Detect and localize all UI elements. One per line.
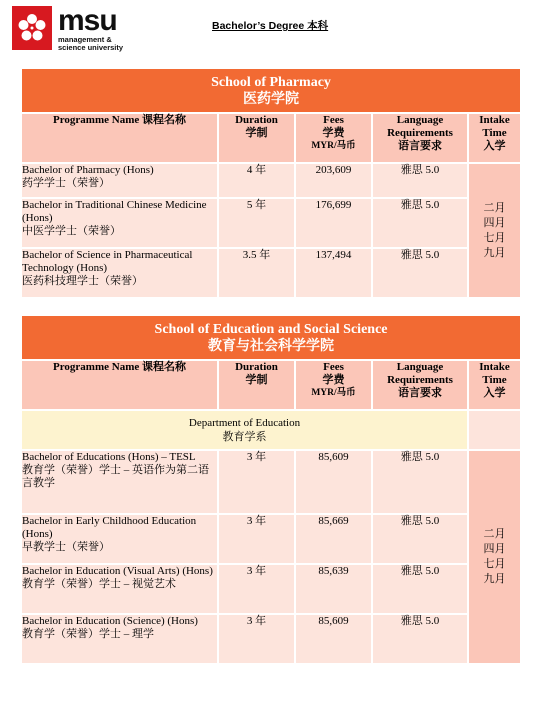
school-heading (21, 68, 521, 113)
table-row (21, 514, 521, 564)
programme-name: Bachelor of Pharmacy (Hons) 药学学士（荣誉） (21, 163, 218, 198)
language-value: 雅思 5.0 (372, 450, 468, 514)
duration-header: Duration 学制 (218, 360, 295, 410)
fees-header: Fees 学费 MYR/马币 (295, 113, 372, 163)
logo-wordmark: msu (58, 4, 117, 37)
fees-value: 85,609 (295, 450, 372, 514)
language-value: 雅思 5.0 (372, 163, 468, 198)
language-value: 雅思 5.0 (372, 198, 468, 248)
fees-header: Fees 学费 MYR/马币 (295, 360, 372, 410)
intake-header: Intake Time 入学 (468, 113, 521, 163)
duration-value: 3 年 (218, 514, 295, 564)
programme-header: Programme Name 课程名称 (21, 113, 218, 163)
table-row (21, 450, 521, 514)
school-title-cn: 教育与社会科学学院 (208, 338, 335, 354)
intake-months: 二月 四月 七月 九月 (468, 163, 521, 298)
language-value: 雅思 5.0 (372, 564, 468, 614)
intake-header: Intake Time 入学 (468, 360, 521, 410)
language-value: 雅思 5.0 (372, 248, 468, 298)
programme-name: Bachelor in Traditional Chinese Medicine (Hons) 中医学学士（荣誉） (21, 198, 218, 248)
programme-header: Programme Name 课程名称 (21, 360, 218, 410)
fees-value: 85,609 (295, 614, 372, 664)
duration-value: 3.5 年 (218, 248, 295, 298)
intake-months: 二月 四月 七月 九月 (468, 450, 521, 664)
document-title: Bachelor’s Degree 本科 (212, 20, 329, 32)
programme-name: Bachelor of Educations (Hons) – TESL 教育学（荣誉）学士 – 英语作为第二语言教学 (21, 450, 218, 514)
programme-name: Bachelor of Science in Pharmaceutical Technology (Hons) 医药科技理学士（荣誉） (21, 248, 218, 298)
school-title-cn: 医药学院 (243, 91, 300, 107)
duration-value: 3 年 (218, 564, 295, 614)
fees-value: 85,669 (295, 514, 372, 564)
department-heading: Department of Education 教育学系 (21, 410, 468, 450)
language-header: Language Requirements 语言要求 (372, 113, 468, 163)
hibiscus-logo-icon (12, 6, 52, 50)
programme-name: Bachelor in Early Childhood Education (Hons) 早教学士（荣誉） (21, 514, 218, 564)
table-row (21, 564, 521, 614)
school-heading (21, 315, 521, 360)
duration-value: 3 年 (218, 614, 295, 664)
logo-subtitle-line2: science university (58, 43, 124, 52)
pharmacy-table (20, 67, 522, 299)
logo-subtitle-line1: management & (58, 35, 112, 44)
duration-value: 3 年 (218, 450, 295, 514)
fees-value: 137,494 (295, 248, 372, 298)
fees-value: 85,639 (295, 564, 372, 614)
table-row (21, 198, 521, 248)
fees-value: 203,609 (295, 163, 372, 198)
table-row (21, 614, 521, 664)
language-value: 雅思 5.0 (372, 514, 468, 564)
duration-header: Duration 学制 (218, 113, 295, 163)
programme-name: Bachelor in Education (Visual Arts) (Hons) 教育学（荣誉）学士 – 视觉艺术 (21, 564, 218, 614)
school-title: School of Pharmacy (211, 74, 331, 90)
school-title: School of Education and Social Science (154, 321, 388, 337)
msu-logo (12, 6, 136, 52)
duration-value: 5 年 (218, 198, 295, 248)
language-value: 雅思 5.0 (372, 614, 468, 664)
programme-name: Bachelor in Education (Science) (Hons) 教育学（荣誉）学士 – 理学 (21, 614, 218, 664)
fees-value: 176,699 (295, 198, 372, 248)
table-row (21, 163, 521, 198)
education-table (20, 314, 522, 665)
language-header: Language Requirements 语言要求 (372, 360, 468, 410)
duration-value: 4 年 (218, 163, 295, 198)
table-row (21, 248, 521, 298)
